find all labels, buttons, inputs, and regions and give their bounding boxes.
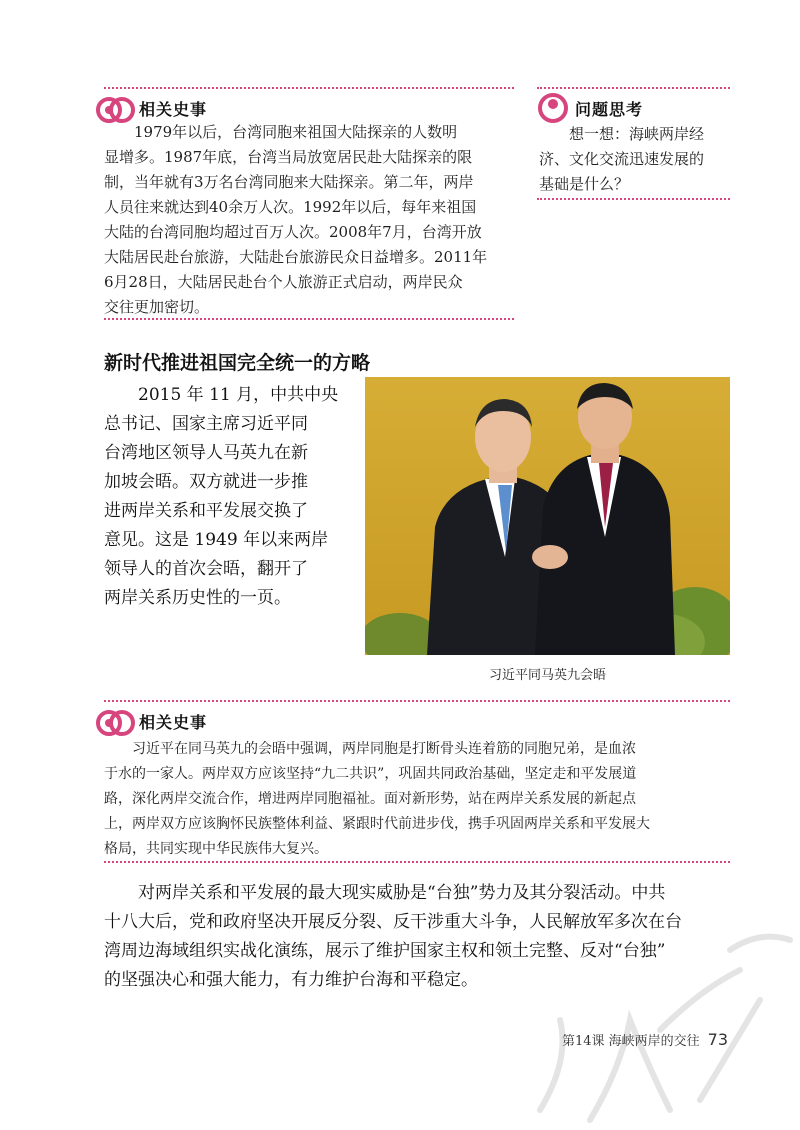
question-box-bottom-divider	[537, 198, 730, 200]
watermark-logo	[500, 870, 800, 1130]
related-box-2-title: 相关史事	[139, 713, 208, 732]
text-line: 想一想：海峡两岸经	[569, 125, 705, 143]
related-box-1-bottom-divider	[104, 318, 514, 320]
text-line: 加坡会晤。双方就进一步推	[104, 472, 308, 492]
text-line: 1979年以后，台湾同胞来祖国大陆探亲的人数明	[134, 123, 458, 141]
related-box-1-text	[104, 120, 516, 320]
related-box-2-top-divider	[104, 700, 730, 702]
text-line: 制，当年就有3万名台湾同胞来大陆探亲。第二年，两岸	[104, 173, 474, 191]
meeting-photo	[365, 377, 730, 655]
text-line: 进两岸关系和平发展交换了	[104, 501, 308, 521]
text-line: 显增多。1987年底，台湾当局放宽居民赴大陆探亲的限	[104, 148, 473, 166]
text-line: 6月28日，大陆居民赴台个人旅游正式启动，两岸民众	[104, 273, 463, 291]
related-box-1-title: 相关史事	[139, 100, 208, 119]
lesson-label: 第14课 海峡两岸的交往	[561, 1034, 700, 1049]
top-right-divider	[537, 87, 730, 89]
text-line: 两岸关系历史性的一页。	[104, 588, 291, 608]
text-line: 湾周边海域组织实战化演练，展示了维护国家主权和领土完整、反对“台独”	[104, 941, 666, 961]
text-line: 基础是什么？	[539, 175, 630, 193]
text-line: 大陆居民赴台旅游，大陆赴台旅游民众日益增多。2011年	[104, 248, 488, 266]
text-line: 交往更加密切。	[104, 298, 210, 316]
text-line: 人员往来就达到40余万人次。1992年以后，每年来祖国	[104, 198, 477, 216]
text-line: 大陆的台湾同胞均超过百万人次。2008年7月，台湾开放	[104, 223, 482, 241]
text-line: 意见。这是 1949 年以来两岸	[104, 530, 329, 550]
text-line: 济、文化交流迅速发展的	[539, 150, 705, 168]
section-title: 新时代推进祖国完全统一的方略	[104, 352, 371, 374]
page-number: 73	[707, 1030, 728, 1049]
text-line: 领导人的首次会晤，翻开了	[104, 559, 308, 579]
related-box-2-text	[104, 737, 732, 862]
text-line: 总书记、国家主席习近平同	[104, 414, 308, 434]
text-line: 十八大后，党和政府坚决开展反分裂、反干涉重大斗争，人民解放军多次在台	[104, 912, 682, 932]
related-box-2-bottom-divider	[104, 861, 730, 863]
text-line: 2015 年 11 月，中共中央	[138, 385, 339, 405]
question-box-text	[539, 122, 731, 197]
question-icon	[537, 92, 569, 124]
meeting-photo-illustration	[365, 377, 730, 655]
text-line: 于水的一家人。两岸双方应该坚持“九二共识”，巩固共同政治基础，坚定走和平发展道	[104, 766, 637, 782]
question-box-title: 问题思考	[575, 100, 644, 119]
section-paragraph	[104, 381, 356, 613]
text-line: 习近平在同马英九的会晤中强调，两岸同胞是打断骨头连着筋的同胞兄弟，是血浓	[132, 741, 636, 757]
text-line: 格局，共同实现中华民族伟大复兴。	[104, 841, 328, 857]
related-history-icon	[96, 707, 136, 739]
text-line: 的坚强决心和强大能力，有力维护台海和平稳定。	[104, 970, 478, 990]
page-footer	[562, 1030, 728, 1049]
top-left-divider	[104, 87, 514, 89]
photo-caption: 习近平同马英九会晤	[488, 668, 606, 683]
text-line: 对两岸关系和平发展的最大现实威胁是“台独”势力及其分裂活动。中共	[138, 883, 666, 903]
text-line: 路，深化两岸交流合作，增进两岸同胞福祉。面对新形势，站在两岸关系发展的新起点	[104, 791, 636, 807]
text-line: 台湾地区领导人马英九在新	[104, 443, 308, 463]
text-line: 上，两岸双方应该胸怀民族整体利益、紧跟时代前进步伐，携手巩固两岸关系和平发展大	[104, 816, 650, 832]
